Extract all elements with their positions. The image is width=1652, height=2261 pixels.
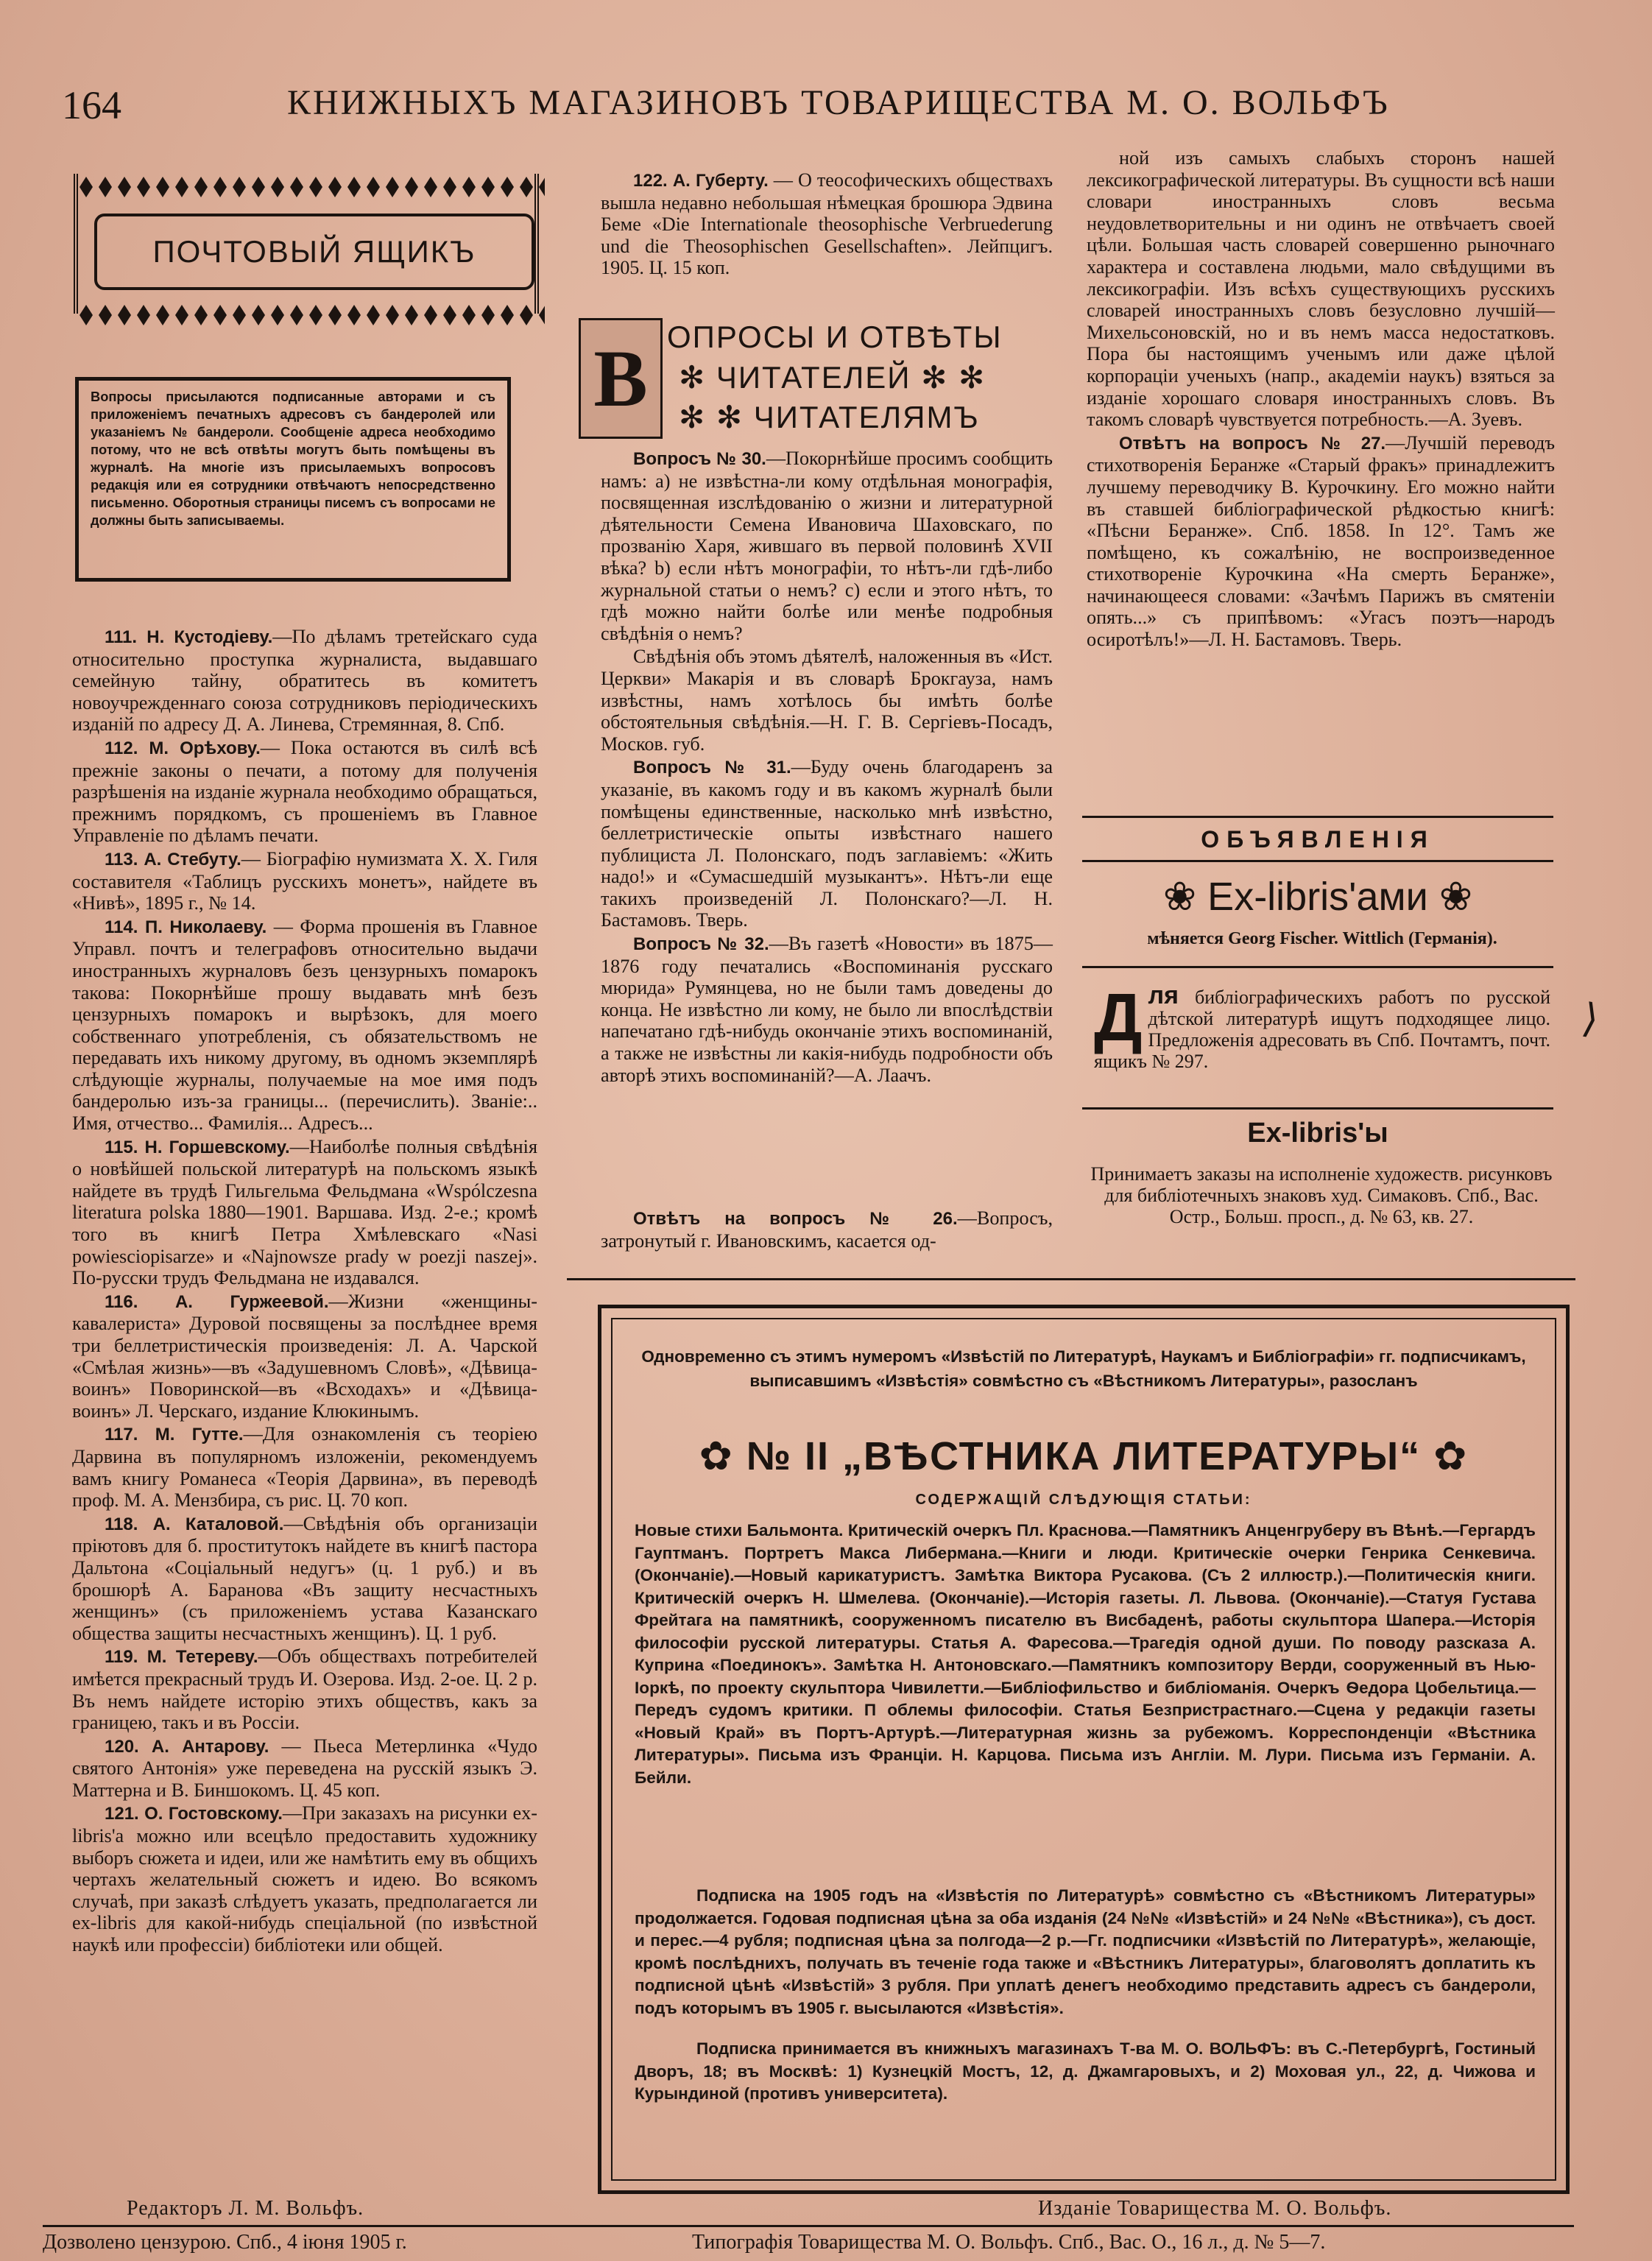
column-1 [72, 626, 537, 1958]
qa-heading [579, 318, 1050, 442]
ornament-leaf [501, 305, 514, 325]
ornament-leaf [367, 305, 380, 325]
ornament-leaf [481, 177, 495, 197]
ornament-leaf [194, 305, 208, 325]
entry [72, 1513, 537, 1645]
entry-label: Вопросъ № 31. [633, 758, 791, 778]
entry-text: —Буду очень благодаренъ за указаніе, въ какомъ году и въ какомъ журналѣ были помѣщены единственные, насколько мнѣ извѣстно, беллетристическіе опыты извѣстнаго нашего публициста Л. Полонскаго, подъ заглавіемъ: «Жить надо!» и «Сумасшедшій музыкантъ». Нѣтъ-ли еще такихъ произведеній Л. Полонскаго?—Л. Н. Бастамовъ. Тверь. [601, 756, 1053, 931]
ornament-leaf [290, 177, 303, 197]
ornament-leaf [99, 177, 112, 197]
ornament-leaf [386, 305, 399, 325]
entry [1087, 432, 1555, 651]
ads-rule-top [1082, 816, 1553, 818]
qa-heading-line-2: ✻ ЧИТАТЕЛЕЙ ✻ ✻ [679, 360, 986, 395]
ornament-leaf [328, 305, 342, 325]
announcement-title-text: № II „ВѢСТНИКА ЛИТЕРАТУРЫ“ [746, 1434, 1422, 1478]
ornament-leaf [520, 177, 533, 197]
entry-text: — Пьеса Метерлинка «Чудо святого Антонія» уже переведена на русскій языкъ Э. Маттерна и В. Биншокомъ. Ц. 45 коп. [72, 1735, 537, 1801]
entry-label: 116. А. Гуржеевой. [105, 1291, 329, 1312]
ornament-leaf [462, 177, 476, 197]
entry [601, 646, 1053, 755]
section-divider [567, 1278, 1575, 1280]
ornament-leaf [271, 305, 284, 325]
running-title: КНИЖНЫХЪ МАГАЗИНОВЪ ТОВАРИЩЕСТВА М. О. ВОЛЬФЪ [287, 83, 1390, 122]
entry-text: —Покорнѣйше просимъ сообщить намъ: а) не извѣстна-ли кому отдѣльная монографія, посвященная изслѣдованію о жизни и литературной дѣятельности Семена Ивановича Шаховскаго, по прозванію Харя, жившаго въ первой половинѣ XVII вѣка? b) если нѣтъ монографіи, то нѣтъ-ли гдѣ-либо журнальной статьи о немъ? с) если и этого нѣтъ, то гдѣ можно найти болѣе или менѣе подробныя свѣдѣнія о немъ? [601, 448, 1053, 644]
ornament-leaf [99, 305, 112, 325]
ornament-leaf [80, 305, 93, 325]
entry-label: 120. А. Антарову. [105, 1736, 269, 1757]
entry-text: —Жизни «женщины-кавалериста» Дуровой посвящены за послѣднее время три беллетристическія произведенія: Л. А. Чарской «Смѣлая жизнь»—въ «Задушевномъ Словѣ», «Дѣвица-воинъ» Поворинской—въ «Всходахъ» и «Дѣвица-воинъ» Л. Черскаго, издание Клюкинымъ. [72, 1290, 537, 1422]
ornament-border-left [74, 174, 87, 314]
announcement-contents: Новые стихи Бальмонта. Критическій очеркъ Пл. Краснова.—Памятникъ Анценгруберу въ Вѣнѣ.—Гергардъ Гауптманъ. Портретъ Макса Либермана.—Книги и люди. Критическіе очерки Генрика Сенкевича. (Окончаніе).—Новый карикатуристъ. Замѣтка Виктора Русакова. (Съ 2 иллюстр.).—Политическія книги. Критическій очеркъ Н. Шмелева. (Окончаніе).—Исторія газеты. Л. Львова. (Окончаніе).—Статуя Густава Фрейтага на памятникѣ, сооруженномъ писателю въ Висбаденѣ, работы скульптора Шапера.—Исторія философіи русской литературы. Статья А. Фаресова.—Трагедія одной души. По поводу разсказа А. Куприна «Поединокъ». Замѣтка Н. Антоновскаго.—Памятникъ композитору Верди, сооруженный въ Нью-Іоркѣ, по проекту скульптора Чивилетти.—Библіофильство и библіоманія. Очеркъ Ѳедора Цобельтица.—Передъ судомъ критики. П облемы философіи. Статья Безпристрастнаго.—Сцена у редакціи газеты «Новый Край» въ Портъ-Артурѣ.—Литературная жизнь за рубежомъ. Корреспонденціи «Вѣстника Литературы». Письма изъ Франціи. Н. Карцова. Письма изъ Англіи. М. Лури. Письма изъ Германіи. А. Бейли. [635, 1521, 1536, 1787]
answer-text: — О теософическихъ обществахъ вышла недавно небольшая нѣмецкая брошюра Эдвина Беме «Die Internationale theosophische Verbruederung und die Theosophischen Gesellschaften». Лейпцигъ. 1905. Ц. 15 коп. [601, 169, 1053, 279]
ornament-border-top [74, 174, 545, 200]
entry-label: 114. П. Николаеву. [105, 917, 267, 937]
answer-26 [601, 1207, 1053, 1252]
ornament-leaf [137, 177, 150, 197]
ornament-leaf [367, 177, 380, 197]
section-title-postbox: ПОЧТОВЫЙ ЯЩИКЪ [94, 214, 534, 290]
column-2 [601, 448, 1053, 1087]
entry-text: ной изъ самыхъ слабыхъ сторонъ нашей лексикографической литературы. Въ сущности всѣ наши словари иностранныхъ словъ весьма неудовлетворительны и ни одинъ не отвѣчаетъ своей цѣли. Большая часть словарей совершенно рыночнаго характера и составлена людьми, мало свѣдущими въ лексикографіи. Изъ всѣхъ существующихъ русскихъ словарей иностранныхъ словъ безусловно лучшій—Михельсоновскій, но и въ немъ масса недостатковъ. Пора бы настоящимъ ученымъ или даже цѣлой корпораціи ученыхъ (напр., академіи наукъ) взяться за изданіе хорошаго словаря иностранныхъ словъ. Въ такомъ словарѣ чувствуется потребность.—А. Зуевъ. [1087, 147, 1555, 431]
entry [72, 1802, 537, 1955]
footer-printer: Типографія Товарищества М. О. Вольфъ. Спб., Вас. О., 16 л., д. № 5—7. [692, 2231, 1326, 2254]
ads-rule-2 [1082, 966, 1553, 968]
announcement-title [627, 1433, 1540, 1479]
ornament-leaf [386, 177, 399, 197]
ornament-leaf [501, 177, 514, 197]
answer-122 [601, 169, 1053, 279]
announcement-intro: Одновременно съ этимъ нумеромъ «Извѣстій по Литературѣ, Наукамъ и Библіографіи» гг. подписчикамъ, выписавшимъ «Извѣстія» совмѣстно съ «Вѣстникомъ Литературы», разосланъ [641, 1347, 1526, 1390]
ornament-leaf [290, 305, 303, 325]
answer-label: 122. А. Губерту. [633, 171, 769, 191]
entry-text: — Біографію нумизмата Х. Х. Гиля составителя «Таблицъ русскихъ монетъ», найдете въ «Нивѣ», 1895 г., № 14. [72, 847, 537, 914]
entry-text: Свѣдѣнія объ этомъ дѣятелѣ, наложенныя въ «Ист. Церкви» Макарія и въ словарѣ Брокгауза, намъ извѣстны, намъ хотѣлось бы имѣть болѣе обстоятельныя свѣдѣнія.—Н. Г. В. Сергіевъ-Посадъ, Москов. губ. [601, 646, 1053, 755]
qa-heading-line-1: ОПРОСЫ И ОТВѢТЫ [667, 320, 1003, 354]
footer-censor: Дозволено цензурою. Спб., 4 іюня 1905 г. [43, 2231, 407, 2254]
ads-heading: ОБЪЯВЛЕНІЯ [1201, 826, 1435, 853]
entry [72, 737, 537, 847]
ads-rule-bottom [1082, 860, 1553, 862]
column-2-top [601, 169, 1053, 281]
ads-rule-3 [1082, 1107, 1553, 1110]
ornament-leaf [405, 177, 418, 197]
ornament-leaf [213, 177, 227, 197]
ornament-leaf [118, 177, 131, 197]
ornament-leaf [462, 305, 476, 325]
ad-exlibris-ami-line: мѣняется Georg Fischer. Wittlich (Германія). [1147, 929, 1497, 948]
ad-exlibris-ami-text: Ex-libris'ами [1207, 875, 1428, 919]
ornament-leaf [443, 177, 456, 197]
ornament-leaf [194, 177, 208, 197]
ad-bibliography-work [1094, 980, 1550, 1072]
ornament-leaf [424, 177, 437, 197]
announcement-subscription [635, 1885, 1536, 2020]
entry-text: —Для ознакомленія съ теоріею Дарвина въ популярномъ изложеніи, рекомендуемъ вамъ книгу Романеса «Теорія Дарвина», въ переводѣ проф. М. А. Мензбира, съ рис. Ц. 70 коп. [72, 1423, 537, 1512]
ornament-leaf [481, 305, 495, 325]
ornament-leaf [347, 305, 361, 325]
ad-exlibris-y-text: Принимаетъ заказы на исполненіе художеств. рисунковъ для библіотечныхъ знаковъ худ. Симаковъ. Спб., Вас. Остр., Больш. просп., д. № 63, кв. 27. [1090, 1163, 1553, 1227]
ad2-drop-rest: ля [1148, 981, 1179, 1009]
entry-text: —Объ обществахъ потребителей имѣется прекрасный трудъ И. Озерова. Изд. 2-ое. Ц. 2 р. Въ немъ найдете исторію этихъ обществъ, какъ за границею, такъ и въ Россіи. [72, 1646, 537, 1734]
ad2-text: библіографическихъ работъ по русской дѣтской литературѣ ищутъ подходящее лицо. Предложенія адресовать въ Спб. Почтамтъ, почт. ящикъ № 297. [1094, 987, 1550, 1072]
answer-label: Отвѣтъ на вопросъ № 26. [633, 1209, 958, 1229]
entry-text: —Свѣдѣнія объ организаціи пріютовъ для б. проститутокъ найдете въ книгѣ пастора Дальтона «Соціальный недугъ» (ц. 1 руб.) и въ брошюрѣ А. Баранова «Въ защиту несчастныхъ женщинъ» (съ приложеніемъ устава Казанскаго общества защиты несчастныхъ женщинъ). Ц. 1 руб. [72, 1512, 537, 1644]
entry [72, 1136, 537, 1289]
entry-text: — Форма прошенія въ Главное Управл. почтъ и телеграфовъ относительно выдачи иностранныхъ журналовъ безъ цензурныхъ помарокъ такова: Покорнѣйше прошу выдавать мнѣ безъ цензурныхъ помарокъ и вырѣзокъ, для моего собственнаго употребленія, съ обязательствомъ не передавать ихъ никому другому, въ одномъ экземплярѣ слѣдующіе журналы, получаемые на мое имя подъ бандеролью изъ-за границы... (перечислить). Званіе:.. Имя, отчество... Фамилія... Адресъ... [72, 915, 537, 1135]
qa-drop-letter: В [579, 318, 663, 439]
ad-exlibris-ami-title [1082, 873, 1553, 920]
ornament-border-bottom [74, 302, 545, 328]
ornament-leaf [443, 305, 456, 325]
ornament-leaf [252, 305, 265, 325]
entry-text: —При заказахъ на рисунки ex-libris'а можно или всецѣло предоставить художнику выборъ сюжета и идеи, или же намѣтить ему въ общихъ чертахъ желательный сюжетъ и идею. Во всякомъ случаѣ, при заказѣ слѣдуетъ указать, предполагается ли ex-libris для какой-нибудь спеціальной (по извѣстной наукѣ или профессіи) библіотеки или общей. [72, 1802, 537, 1956]
entry-label: 117. М. Гутте. [105, 1425, 244, 1445]
ornament-leaf [233, 305, 246, 325]
ornament-leaf [539, 305, 545, 325]
entry [72, 1735, 537, 1802]
ornament-leaf [156, 305, 169, 325]
postbox-notice: Вопросы присылаются подписанные авторами и съ приложеніемъ печатныхъ адресовъ съ бандеролей или указаніемъ № бандероли. Сообщеніе адреса необходимо потому, что не всѣ отвѣты могутъ быть помѣщены въ журналѣ. На многіе изъ присылаемыхъ вопросовъ редакція или ея сотрудники отвѣчаютъ непосредственно письменно. Оборотныя страницы писемъ съ вопросами не должны быть записываемы. [75, 377, 511, 582]
ornament-leaf [118, 305, 131, 325]
entry-label: 119. М. Тетереву. [105, 1647, 258, 1668]
ornament-icon: ✿ [699, 1434, 746, 1478]
ornament-leaf [347, 177, 361, 197]
entry [1087, 147, 1555, 431]
ornament-leaf [424, 305, 437, 325]
ad2-drop-letter: Д [1094, 980, 1143, 1055]
entry-label: 115. Н. Горшевскому. [105, 1137, 290, 1157]
entry [72, 1291, 537, 1422]
ornament-leaf [271, 177, 284, 197]
footer-publisher: Изданіе Товарищества М. О. Вольфъ. [1038, 2197, 1392, 2220]
entry-label: 111. Н. Кустодіеву. [105, 627, 273, 647]
entry-text: —Въ газетѣ «Новости» въ 1875—1876 году печатались «Воспоминанія русскаго мюрида» Румянцева, но не были тамъ доведены до конца. Не извѣстно ли кому, не было ли впослѣдствіи напечатано гдѣ-нибудь окончаніе этихъ воспоминаній, а также не извѣстны ли какія-нибудь подробности объ авторѣ этихъ воспоминаній?—А. Лаачъ. [601, 933, 1053, 1086]
entry [601, 933, 1053, 1086]
entry-text: —Наиболѣе полныя свѣдѣнія о новѣйшей польской литературѣ на польскомъ языкѣ найдете въ трудѣ Гильгельма Фельдмана «Wspólczesna literatura polska 1880—1901. Варшава. Изд. 2-е.; кромѣ того въ книгѣ Петра Хмѣлевскаго «Nasi powiesciopisarze» и «Najnowsze prady w poezji naszej». По-русски трудъ Фельдмана не издавался. [72, 1135, 537, 1289]
entry-label: Вопросъ № 30. [633, 449, 766, 469]
entry-label: Вопросъ № 32. [633, 934, 769, 955]
ornament-leaf [405, 305, 418, 325]
entry [72, 1646, 537, 1733]
ornament-leaf [328, 177, 342, 197]
ornament-leaf [309, 177, 322, 197]
ad-exlibris-y-title: Ex-libris'ы [1247, 1118, 1388, 1149]
entry [601, 448, 1053, 644]
footer-editor: Редакторъ Л. М. Вольфъ. [127, 2197, 364, 2220]
ornament-leaf [175, 305, 188, 325]
subscription-places-text: Подписка принимается въ книжныхъ магазинахъ Т-ва М. О. ВОЛЬФЪ: въ С.-Петербургѣ, Гостиный Дворъ, 18; въ Москвѣ: 1) Кузнецкій Мостъ, 12, д. Джамгаровыхъ, и 2) Моховая ул., 22, д. Чижова и Курындиной (противъ университета). [635, 2039, 1536, 2103]
entry [72, 916, 537, 1135]
announcement-subscription-places [635, 2038, 1536, 2106]
entry [72, 848, 537, 914]
ornament-leaf [309, 305, 322, 325]
ornament-leaf [520, 305, 533, 325]
entry-label: 121. О. Гостовскому. [105, 1804, 283, 1824]
entry-text: — Пока остаются въ силѣ всѣ прежніе законы о печати, а потому для полученія разрѣшенія на изданіе журнала необходимо обращаться, прежнимъ порядкомъ, съ прошеніемъ въ Главное Управленіе по дѣламъ печати. [72, 736, 537, 847]
ornament-icon: ✿ [1421, 1434, 1469, 1478]
handwritten-margin-mark: ⟩ [1578, 995, 1603, 1043]
subscription-text: Подписка на 1905 годъ на «Извѣстія по Литературѣ» совмѣстно съ «Вѣстникомъ Литературы» продолжается. Годовая подписная цѣна за оба изданія (24 №№ «Извѣстій» и 24 №№ «Вѣстника»), съ дост. и перес.—4 рубля; подписная цѣна за полгода—2 р.—Гг. подписчики «Извѣстій по Литературѣ», желающіе, кромѣ послѣднихъ, получать въ теченіе года также и «Вѣстникъ Литературы», благоволятъ доплатить къ подписной цѣнѣ «Извѣстій» 3 рубля. При уплатѣ денегъ необходимо представить адресъ съ бандероли, подъ которымъ въ 1905 г. высылаются «Извѣстія». [635, 1886, 1536, 2017]
ornament-leaf [137, 305, 150, 325]
entry-label: 112. М. Орѣхову. [105, 738, 261, 758]
entry-text: —Лучшій переводъ стихотворенія Беранже «Старый фракъ» принадлежитъ лучшему переводчику В. Курочкину. Его можно найти въ ставшей библіографической рѣдкостью книгѣ: «Пѣсни Беранже». Спб. 1858. In 12°. Тамъ же помѣщено, къ сожалѣнію, не воспроизведенное стихотвореніе Курочкина «На смерть Беранже», начинающееся словами: «Зачѣмъ Парижъ въ смятеніи опять...» съ припѣвомъ: «Угасъ поэтъ—народъ осиротѣлъ!»—Л. Н. Бастамовъ. Тверь. [1087, 431, 1556, 651]
ornament-icon: ❀ [1427, 875, 1473, 919]
ornament-border-right [534, 174, 548, 314]
ornament-leaf [175, 177, 188, 197]
footer-rule [43, 2225, 1574, 2227]
ornament-icon: ❀ [1162, 875, 1208, 919]
ornament-leaf [156, 177, 169, 197]
ornament-leaf [213, 305, 227, 325]
entry [601, 756, 1053, 931]
entry [72, 1423, 537, 1511]
entry-label: 118. А. Каталовой. [105, 1514, 284, 1534]
qa-heading-line-3: ✻ ✻ ЧИТАТЕЛЯМЪ [679, 400, 980, 434]
ornament-leaf [233, 177, 246, 197]
entry-label: Отвѣтъ на вопросъ № 27. [1119, 433, 1386, 454]
announcement-subtitle: СОДЕРЖАЩІЙ СЛѢДУЮЩІЯ СТАТЬИ: [915, 1492, 1252, 1508]
ornament-leaf [252, 177, 265, 197]
column-3 [1087, 147, 1555, 652]
entry-label: 113. А. Стебуту. [105, 849, 241, 870]
answer-text: —Вопросъ, затронутый г. Ивановскимъ, касается од- [601, 1207, 1053, 1252]
page-number: 164 [62, 83, 121, 127]
entry [72, 626, 537, 736]
entry-text: —По дѣламъ третейскаго суда относительно проступка журналиста, выдавшаго семейную тайну, обратитесь въ комитетъ новоучрежденнаго союза сотрудниковъ періодическихъ изданій по адресу Д. А. Линева, Стремянная, 8. Спб. [72, 626, 537, 736]
